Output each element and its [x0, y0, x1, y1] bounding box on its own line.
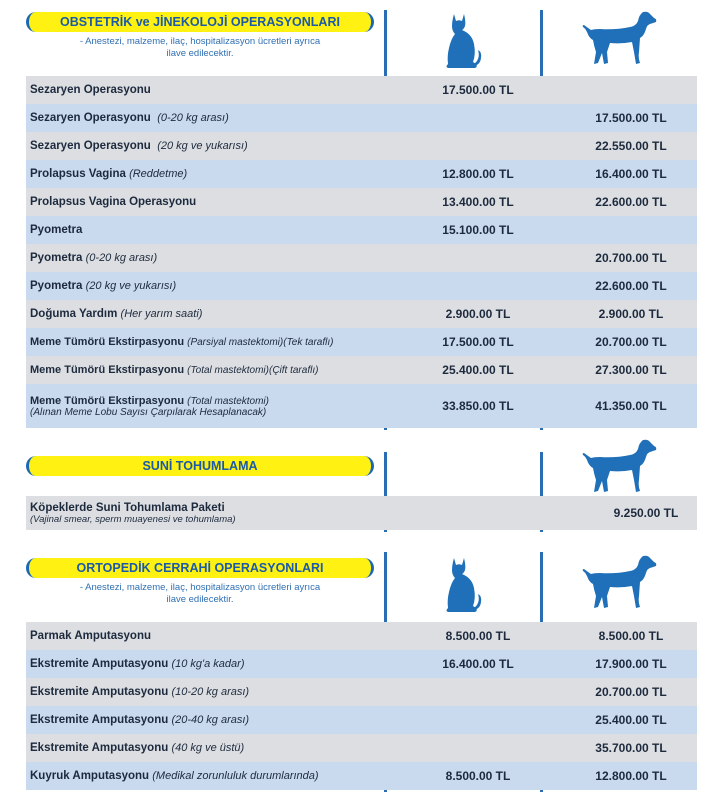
cat-price — [403, 244, 553, 272]
table-row — [26, 216, 697, 244]
row-label: Sezaryen Operasyonu — [30, 84, 151, 96]
cat-price: 17.500.00 TL — [442, 83, 514, 97]
dog-price: 27.300.00 TL — [595, 363, 667, 377]
section-note — [26, 582, 374, 606]
table-row — [26, 384, 697, 428]
dog-price: 9.250.00 TL — [613, 506, 679, 520]
row-label: Ekstremite Amputasyonu (10-20 kg arası) — [30, 686, 250, 698]
table-row — [26, 160, 697, 188]
row-label: Ekstremite Amputasyonu (20-40 kg arası) — [30, 714, 250, 726]
row-label: Prolapsus Vagina (Reddetme) — [30, 168, 188, 180]
table-row — [26, 188, 697, 216]
cat-price — [403, 706, 553, 734]
dog-price: 20.700.00 TL — [595, 251, 667, 265]
table-row — [26, 272, 697, 300]
cat-icon — [442, 554, 482, 614]
section-note — [26, 36, 374, 60]
cat-price — [403, 104, 553, 132]
table-row — [26, 132, 697, 160]
table-row — [26, 76, 697, 104]
section-header-insemination — [26, 456, 374, 476]
table-row — [26, 622, 697, 650]
dog-price: 17.500.00 TL — [595, 111, 667, 125]
cat-price: 16.400.00 TL — [442, 657, 514, 671]
row-detail-line2: (Alınan Meme Lobu Sayısı Çarpılarak Hesaplanacak) — [30, 406, 267, 418]
section-header-obstetrics — [26, 12, 374, 60]
cat-price — [403, 678, 553, 706]
cat-price — [403, 496, 553, 530]
row-label: Meme Tümörü Ekstirpasyonu (Total mastektomi) (Alınan Meme Lobu Sayısı Çarpılarak Hesaplanacak) — [30, 394, 269, 418]
table-row — [26, 650, 697, 678]
row-label: Pyometra (20 kg ve yukarısı) — [30, 280, 177, 292]
cat-price — [403, 132, 553, 160]
row-label — [30, 496, 236, 530]
cat-price: 8.500.00 TL — [445, 769, 511, 783]
row-subtitle: (Vajinal smear, sperm muayenesi ve tohumlama) — [30, 513, 236, 525]
dog-price: 22.550.00 TL — [595, 139, 667, 153]
row-label: Doğuma Yardım (Her yarım saati) — [30, 308, 203, 320]
section-header-orthopedic — [26, 558, 374, 606]
cat-price: 13.400.00 TL — [442, 195, 514, 209]
dog-price: 12.800.00 TL — [595, 769, 667, 783]
row-label: Ekstremite Amputasyonu (10 kg'a kadar) — [30, 658, 245, 670]
cat-price: 25.400.00 TL — [442, 363, 514, 377]
dog-price: 41.350.00 TL — [595, 399, 667, 413]
dog-price: 8.500.00 TL — [598, 629, 664, 643]
dog-price — [556, 216, 706, 244]
row-label: Pyometra (0-20 kg arası) — [30, 252, 158, 264]
row-label: Meme Tümörü Ekstirpasyonu (Parsiyal mastektomi)(Tek taraflı) — [30, 336, 334, 348]
section-title: OBSTETRİK ve JİNEKOLOJİ OPERASYONLARI — [26, 12, 374, 32]
row-label: Parmak Amputasyonu — [30, 630, 151, 642]
row-label: Pyometra — [30, 224, 83, 236]
table-row — [26, 496, 697, 530]
dog-price: 17.900.00 TL — [595, 657, 667, 671]
dog-price — [556, 76, 706, 104]
note-line: ilave edilecektir. — [166, 594, 234, 605]
table-row — [26, 762, 697, 790]
dog-price: 2.900.00 TL — [598, 307, 664, 321]
dog-icon — [580, 436, 660, 496]
row-label: Meme Tümörü Ekstirpasyonu (Total mastektomi)(Çift taraflı) — [30, 364, 319, 376]
section-title: SUNİ TOHUMLAMA — [26, 456, 374, 476]
cat-icon — [442, 10, 482, 70]
section-title: ORTOPEDİK CERRAHİ OPERASYONLARI — [26, 558, 374, 578]
note-line: ilave edilecektir. — [166, 48, 234, 59]
dog-price: 16.400.00 TL — [595, 167, 667, 181]
cat-price — [403, 734, 553, 762]
row-label: Sezaryen Operasyonu (0-20 kg arası) — [30, 112, 229, 124]
dog-icon — [580, 8, 660, 68]
table-row — [26, 104, 697, 132]
dog-price: 22.600.00 TL — [595, 195, 667, 209]
table-row — [26, 706, 697, 734]
row-label: Ekstremite Amputasyonu (40 kg ve üstü) — [30, 742, 245, 754]
dog-price: 20.700.00 TL — [595, 685, 667, 699]
table-row — [26, 328, 697, 356]
dog-price: 20.700.00 TL — [595, 335, 667, 349]
cat-price: 12.800.00 TL — [442, 167, 514, 181]
note-line: - Anestezi, malzeme, ilaç, hospitalizasyon ücretleri ayrıca — [79, 36, 321, 47]
table-row — [26, 734, 697, 762]
cat-price: 8.500.00 TL — [445, 629, 511, 643]
row-title: Köpeklerde Suni Tohumlama Paketi — [30, 501, 225, 514]
dog-price: 35.700.00 TL — [595, 741, 667, 755]
row-label: Kuyruk Amputasyonu (Medikal zorunluluk durumlarında) — [30, 770, 319, 782]
row-label: Sezaryen Operasyonu (20 kg ve yukarısı) — [30, 140, 248, 152]
table-row — [26, 244, 697, 272]
dog-icon — [580, 552, 660, 612]
dog-price: 22.600.00 TL — [595, 279, 667, 293]
cat-price: 33.850.00 TL — [442, 399, 514, 413]
cat-price: 15.100.00 TL — [442, 223, 514, 237]
table-row — [26, 678, 697, 706]
row-label: Prolapsus Vagina Operasyonu — [30, 196, 197, 208]
table-row — [26, 356, 697, 384]
note-line: - Anestezi, malzeme, ilaç, hospitalizasyon ücretleri ayrıca — [79, 582, 321, 593]
dog-price: 25.400.00 TL — [595, 713, 667, 727]
cat-price: 2.900.00 TL — [445, 307, 511, 321]
cat-price: 17.500.00 TL — [442, 335, 514, 349]
table-row — [26, 300, 697, 328]
cat-price — [403, 272, 553, 300]
